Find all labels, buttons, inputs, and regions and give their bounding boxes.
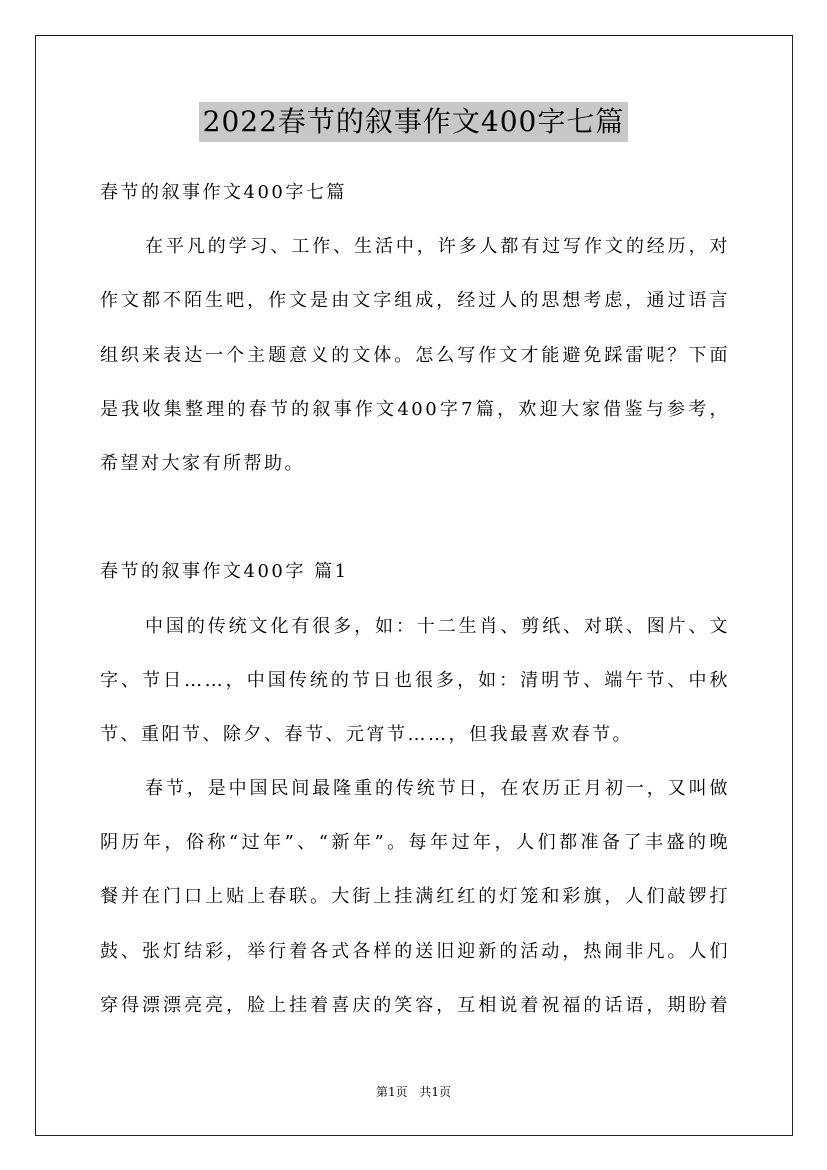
intro-paragraph: [100, 220, 730, 491]
paragraph-line: 节、重阳节、除夕、春节、元宵节……，但我最喜欢春节。: [100, 723, 633, 745]
page-footer: [0, 1084, 827, 1100]
title-row: [0, 102, 827, 142]
paragraph-line: 春节，是中国民间最隆重的传统节日，在农历正月初一，又叫做: [145, 778, 730, 800]
paragraph-line: 餐并在门口上贴上春联。大街上挂满红红的灯笼和彩旗，人们敲锣打: [100, 886, 730, 908]
section-heading: 春节的叙事作文400字 篇1: [100, 561, 349, 583]
paragraph-line: 作文都不陌生吧，作文是由文字组成，经过人的思想考虑，通过语言: [100, 290, 730, 312]
section-paragraph: [100, 762, 730, 1033]
document-subtitle: 春节的叙事作文400字七篇: [100, 182, 347, 203]
page-number-current: 第1页: [375, 1085, 408, 1099]
paragraph-line: 穿得漂漂亮亮，脸上挂着喜庆的笑容，互相说着祝福的话语，期盼着: [100, 994, 730, 1016]
section-paragraph: [100, 600, 730, 763]
paragraph-line: 组织来表达一个主题意义的文体。怎么写作文才能避免踩雷呢？下面: [100, 344, 730, 366]
document-title: 2022春节的叙事作文400字七篇: [199, 102, 629, 142]
page-number-total: 共1页: [419, 1085, 452, 1099]
paragraph-line: 中国的传统文化有很多，如：十二生肖、剪纸、对联、图片、文: [145, 615, 730, 637]
paragraph-line: 字、节日……，中国传统的节日也很多，如：清明节、端午节、中秋: [100, 669, 730, 691]
paragraph-line: 在平凡的学习、工作、生活中，许多人都有过写作文的经历，对: [145, 236, 730, 258]
paragraph-line: 是我收集整理的春节的叙事作文400字7篇，欢迎大家借鉴与参考，: [100, 398, 730, 420]
paragraph-line: 鼓、张灯结彩，举行着各式各样的送旧迎新的活动，热闹非凡。人们: [100, 940, 730, 962]
paragraph-line: 阴历年，俗称“过年”、“新年”。每年过年，人们都准备了丰盛的晚: [100, 832, 730, 854]
document-body: [100, 166, 730, 1033]
paragraph-line: 希望对大家有所帮助。: [100, 452, 305, 474]
